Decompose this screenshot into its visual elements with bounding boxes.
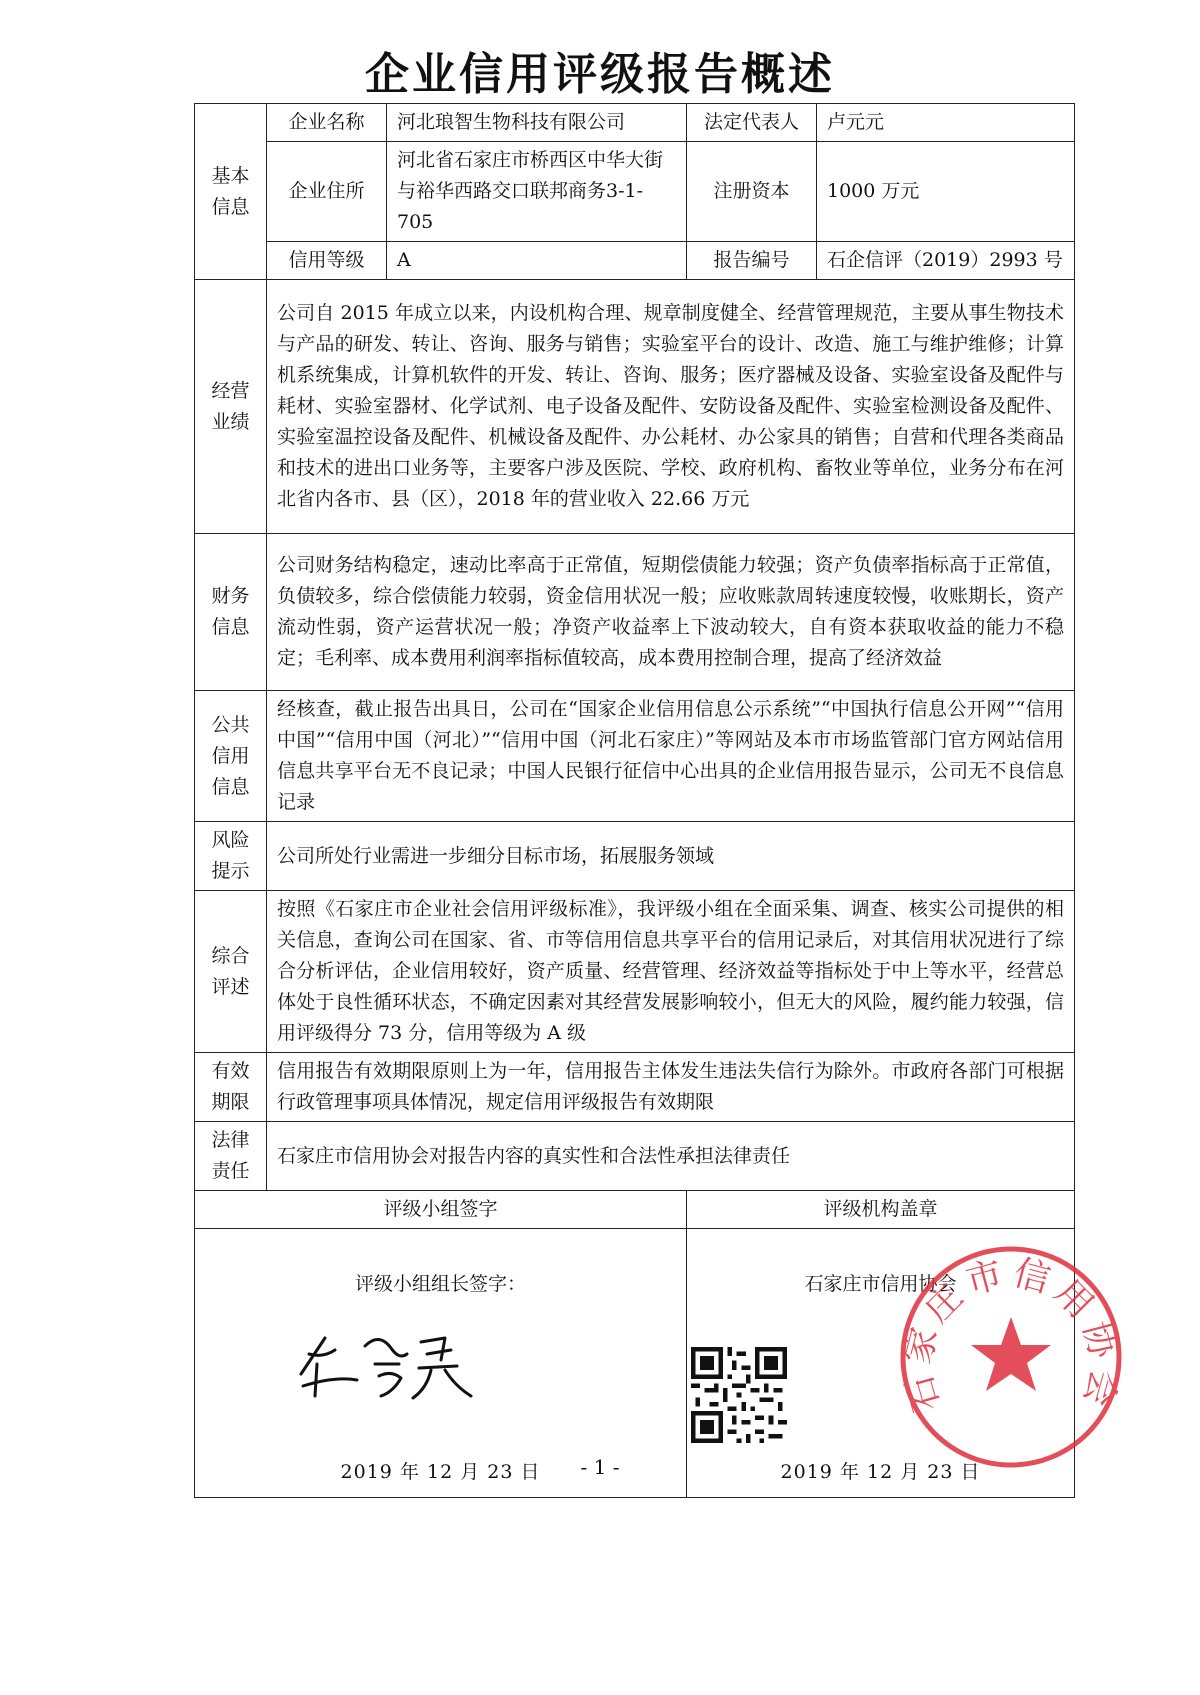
section-basic-label [195,104,267,280]
official-seal-icon [895,1241,1127,1473]
finance-text: 公司财务结构稳定，速动比率高于正常值，短期偿债能力较强；资产负债率指标高于正常值，负债较多，综合偿债能力较弱，资金信用状况一般；应收账款周转速度较慢，收账期长，资产流动性弱，资产运营状况一般；净资产收益率上下波动较大，自有资本获取收益的能力不稳定；毛利率、成本费用利润率指标值较高，成本费用控制合理，提高了经济效益 [267,534,1075,691]
seal-text: 石家庄市信用协会 [897,1252,1125,1417]
section-label-text: 法律 责任 [211,1129,250,1182]
section-legal-label [195,1122,267,1191]
section-label-text: 公共 信用 信息 [211,713,250,798]
page-number: - 1 - [580,1455,620,1479]
report-summary-table [194,103,1125,1498]
table-row [195,1122,1075,1191]
leader-signature-date: 2019 年 12 月 23 日 [340,1461,541,1483]
section-validity-label [195,1053,267,1122]
table-row [195,891,1075,1053]
section-risk-label [195,822,267,891]
section-performance-label [195,280,267,534]
overall-text: 按照《石家庄市企业社会信用评级标准》，我评级小组在全面采集、调查、核实公司提供的相关信息，查询公司在国家、省、市等信用信息共享平台的信用记录后，对其信用状况进行了综合分析评估，企业信用较好，资产质量、经营管理、经济效益等指标处于中上等水平，经营总体处于良性循环状态，不确定因素对其经营发展影响较小，但无大的风险，履约能力较强，信用评级得分 73 分，信用等级为 A 级 [267,891,1075,1053]
qr-code-icon [691,1347,787,1443]
table-row [195,280,1075,534]
company-name-label: 企业名称 [267,104,387,142]
table-row [195,104,1075,142]
legal-rep-value: 卢元元 [817,104,1075,142]
performance-text: 公司自 2015 年成立以来，内设机构合理、规章制度健全、经营管理规范，主要从事生物技术与产品的研发、转让、咨询、服务与销售；实验室平台的设计、改造、施工与维护维修；计算机系统集成，计算机软件的开发、转让、咨询、服务；医疗器械及设备、实验室设备及配件与耗材、实验室器材、化学试剂、电子设备及配件、安防设备及配件、实验室检测设备及配件、实验室温控设备及配件、机械设备及配件、办公耗材、办公家具的销售；自营和代理各类商品和技术的进出口业务等，主要客户涉及医院、学校、政府机构、畜牧业等单位，业务分布在河北省内各市、县（区），2018 年的营业收入 22.66 万元 [267,280,1075,534]
capital-value: 1000 万元 [817,142,1075,242]
company-name-value: 河北琅智生物科技有限公司 [387,104,687,142]
section-label-text: 基本 信息 [211,164,250,218]
leader-signature-label: 评级小组组长签字： [354,1273,526,1295]
legal-text: 石家庄市信用协会对报告内容的真实性和合法性承担法律责任 [267,1122,1075,1191]
table-row [195,1053,1075,1122]
table-row [195,142,1075,242]
address-value: 河北省石家庄市桥西区中华大街与裕华西路交口联邦商务3-1-705 [387,142,687,242]
risk-text: 公司所处行业需进一步细分目标市场，拓展服务领域 [267,822,1075,891]
public-credit-text: 经核查，截止报告出具日，公司在“国家企业信用信息公示系统”“中国执行信息公开网”“信用中国”“信用中国（河北）”“信用中国（河北石家庄）”等网站及本市市场监管部门官方网站信用信息共享平台无不良记录；中国人民银行征信中心出具的企业信用报告显示，公司无不良信息记录 [267,691,1075,822]
report-no-label: 报告编号 [687,242,817,280]
section-label-text: 有效 期限 [211,1060,250,1113]
section-label-text: 风险 提示 [211,829,250,882]
table-row [195,1191,1075,1229]
rating-org-seal-header: 评级机构盖章 [687,1191,1075,1229]
section-public-credit-label [195,691,267,822]
capital-label: 注册资本 [687,142,817,242]
validity-text: 信用报告有效期限原则上为一年，信用报告主体发生违法失信行为除外。市政府各部门可根据行政管理事项具体情况，规定信用评级报告有效期限 [267,1053,1075,1122]
handwritten-signature [295,1324,495,1404]
document-title: 企业信用评级报告概述 [365,49,835,100]
rating-value: A [387,242,687,280]
table-row [195,242,1075,280]
table-row [195,691,1075,822]
rating-team-signature-header: 评级小组签字 [195,1191,687,1229]
section-label-text: 综合 评述 [211,944,250,998]
address-label: 企业住所 [267,142,387,242]
table-row [195,822,1075,891]
section-overall-label [195,891,267,1053]
report-no-value: 石企信评（2019）2993 号 [817,242,1075,280]
legal-rep-label: 法定代表人 [687,104,817,142]
org-name: 石家庄市信用协会 [804,1273,957,1295]
table-row [195,534,1075,691]
org-seal-date: 2019 年 12 月 23 日 [780,1461,981,1483]
section-finance-label [195,534,267,691]
rating-label: 信用等级 [267,242,387,280]
section-label-text: 财务 信息 [211,585,250,638]
section-label-text: 经营 业绩 [211,379,250,433]
